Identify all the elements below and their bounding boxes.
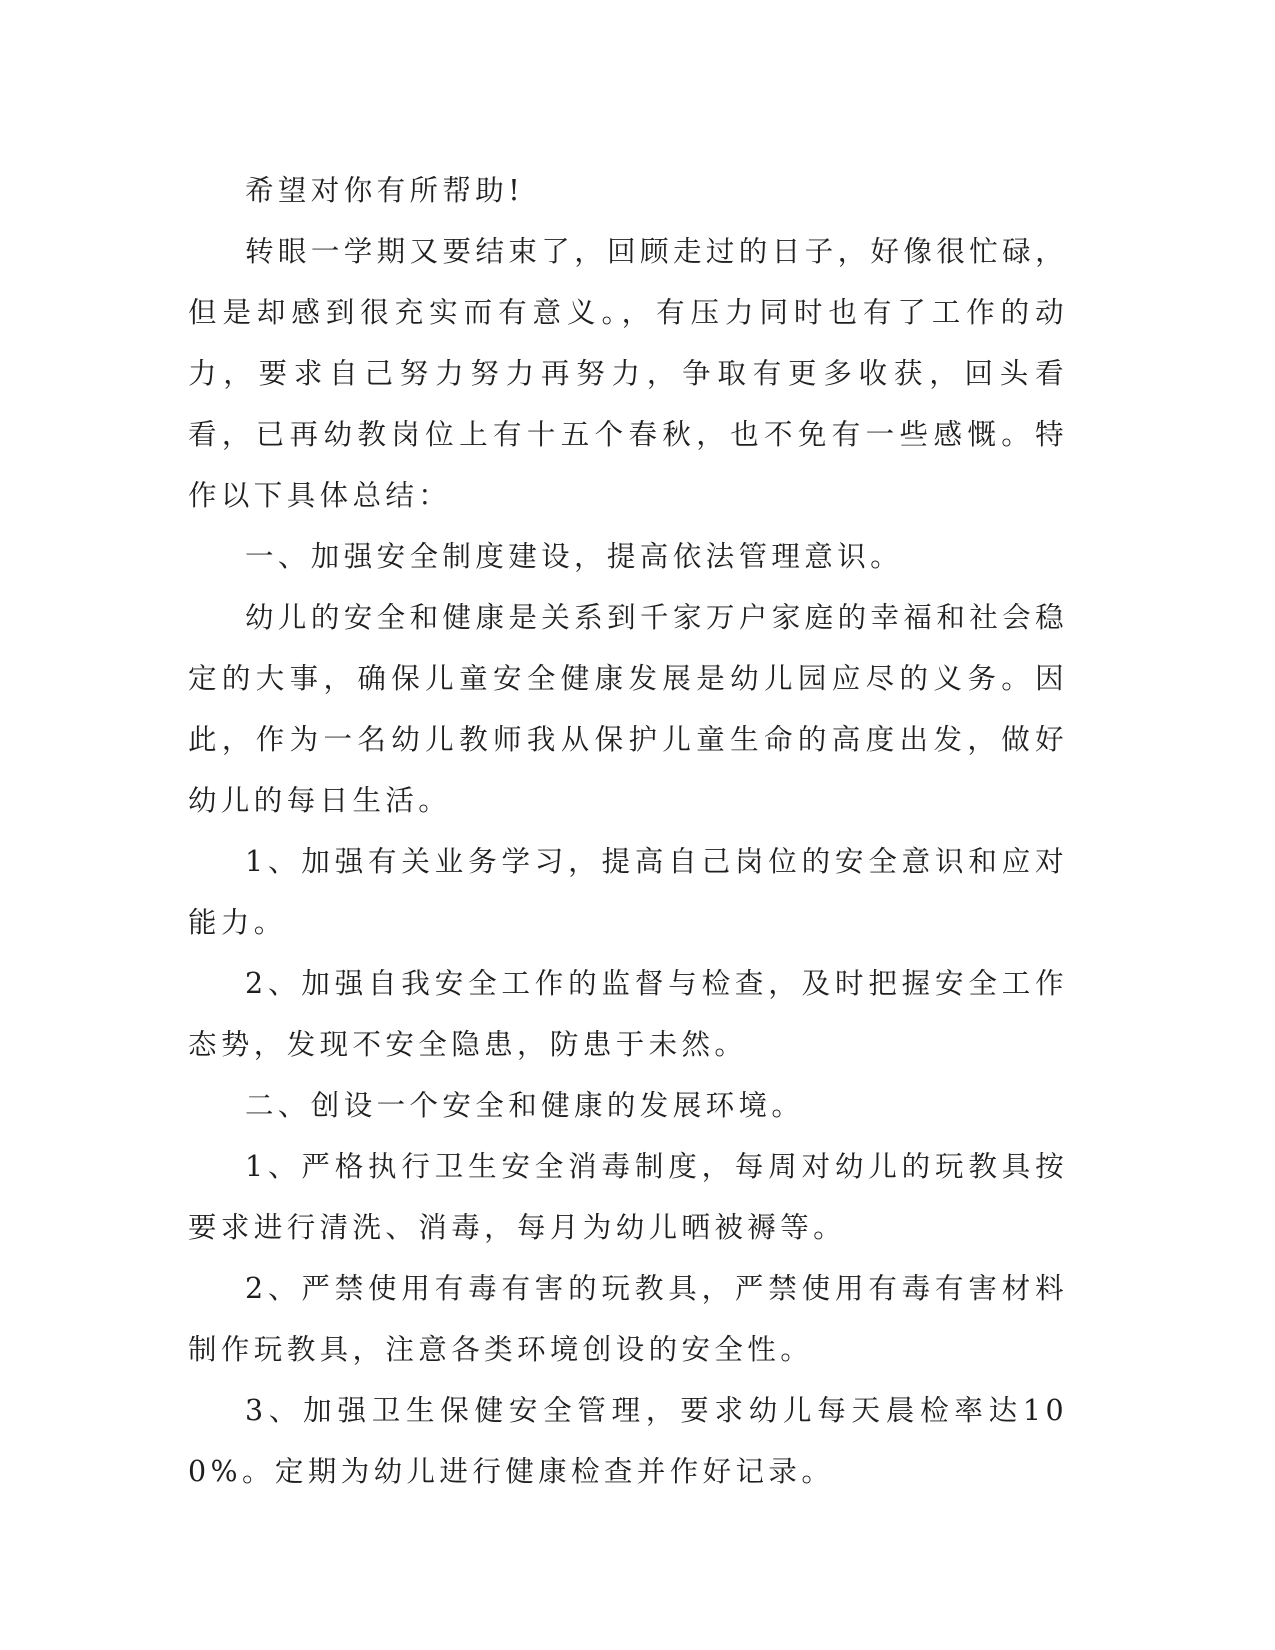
paragraph-closing-wish: 希望对你有所帮助! <box>245 174 525 207</box>
paragraph-safety-health: 幼儿的安全和健康是关系到千家万户家庭的幸福和社会稳定的大事，确保儿童安全健康发展是幼儿园应尽的义务。因此，作为一名幼儿教师我从保护儿童生命的高度出发，做好幼儿的每日生活。 <box>188 601 1068 817</box>
list-item-two-1: 1、严格执行卫生安全消毒制度，每周对幼儿的玩教具按要求进行清洗、消毒，每月为幼儿晒被褥等。 <box>188 1150 1068 1244</box>
document-body <box>188 160 1068 1502</box>
heading-section-one: 一、加强安全制度建设，提高依法管理意识。 <box>245 540 904 573</box>
list-item-one-1: 1、加强有关业务学习，提高自己岗位的安全意识和应对能力。 <box>188 845 1068 939</box>
list-item-one-2: 2、加强自我安全工作的监督与检查，及时把握安全工作态势，发现不安全隐患，防患于未然。 <box>188 967 1068 1061</box>
list-item-two-3: 3、加强卫生保健安全管理，要求幼儿每天晨检率达100%。定期为幼儿进行健康检查并作好记录。 <box>188 1394 1068 1488</box>
paragraph-intro: 转眼一学期又要结束了，回顾走过的日子，好像很忙碌，但是却感到很充实而有意义。，有压力同时也有了工作的动力，要求自己努力努力再努力，争取有更多收获，回头看看，已再幼教岗位上有十五个春秋，也不免有一些感慨。特作以下具体总结： <box>188 235 1068 512</box>
heading-section-two: 二、创设一个安全和健康的发展环境。 <box>245 1089 805 1122</box>
list-item-two-2: 2、严禁使用有毒有害的玩教具，严禁使用有毒有害材料制作玩教具，注意各类环境创设的安全性。 <box>188 1272 1068 1366</box>
